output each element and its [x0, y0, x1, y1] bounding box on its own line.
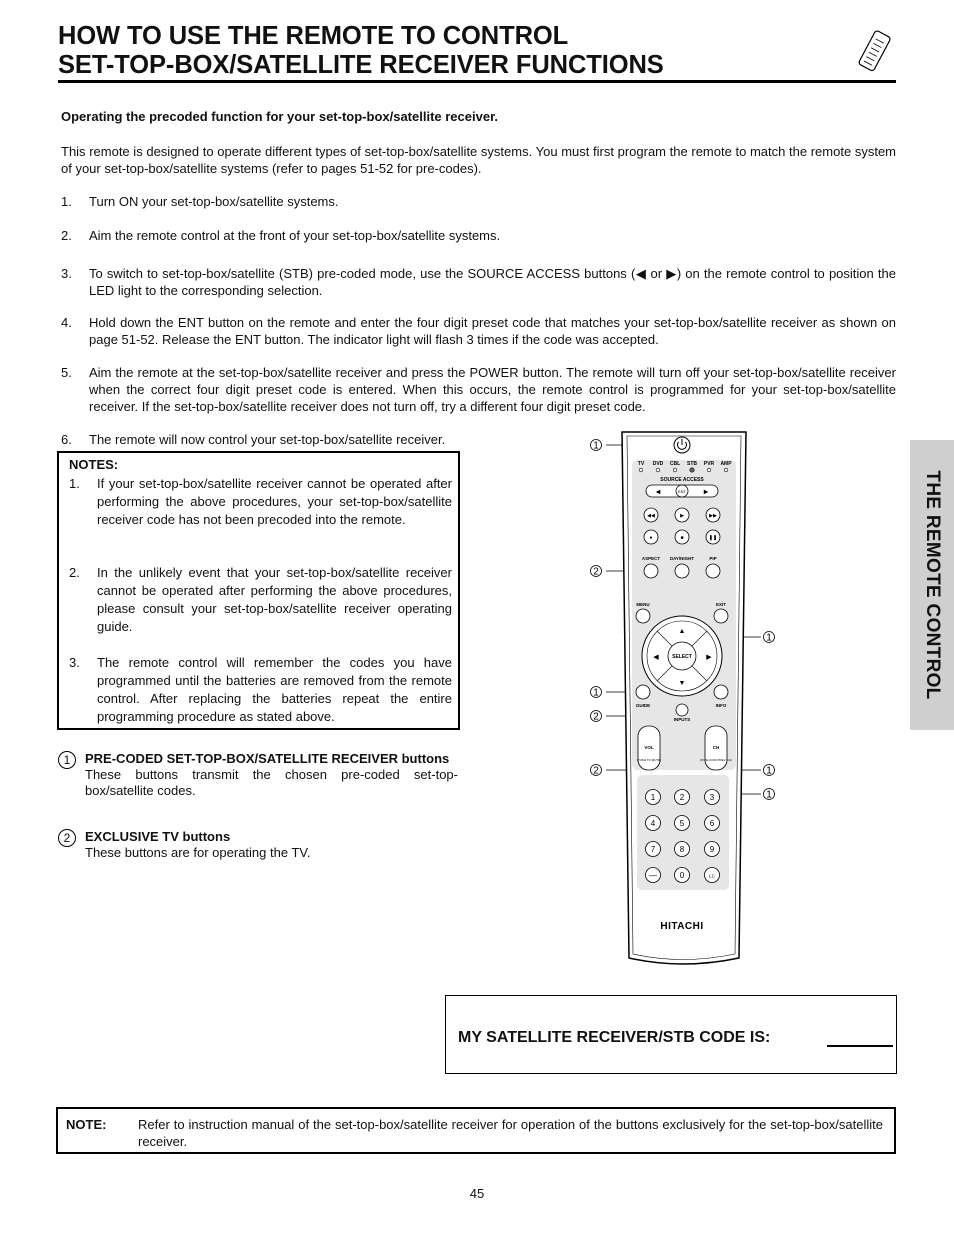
note-text: The remote control will remember the codes you have programmed until the batteries are removed from the remote control. After replacing the batteries repeat the entire programming procedure as stated above. [97, 655, 452, 724]
step-number: 1. [61, 194, 72, 209]
digit-7: 7 [650, 845, 656, 854]
svg-text:◀◀: ◀◀ [647, 513, 655, 519]
bottom-note-box [56, 1107, 896, 1154]
digit-3: 3 [709, 793, 715, 802]
note-item-3 [69, 654, 452, 726]
svg-text:▶: ▶ [706, 654, 712, 661]
page-number: 45 [469, 1186, 485, 1201]
step-6 [61, 431, 481, 448]
step-text: Hold down the ENT button on the remote and enter the four digit preset code that matches your set-top-box/satellite receiver as shown on page 51-52. Release the ENT button. The indicator light will flash 3 times if the code was accepted. [89, 315, 896, 347]
digit-1: 1 [650, 793, 656, 802]
step-number: 2. [61, 228, 72, 243]
step-5 [61, 364, 896, 415]
digit-8: 8 [679, 845, 685, 854]
callout-heading: PRE-CODED SET-TOP-BOX/SATELLITE RECEIVER buttons [85, 751, 450, 766]
digit-0: 0 [679, 871, 685, 880]
digit-2: 2 [679, 793, 685, 802]
source-label: PVR [703, 461, 715, 467]
code-entry-line [827, 1045, 893, 1047]
svg-text:▼: ▼ [678, 680, 686, 687]
remote-marker: 2 [593, 566, 599, 578]
step-text: The remote will now control your set-top-box/satellite receiver. [89, 432, 446, 447]
intro-paragraph: This remote is designed to operate different types of set-top-box/satellite systems. You must first program the remote to match the remote system of your set-top-box/satellite systems (refer to pages 51-52 for pre-codes). [61, 144, 896, 176]
callout-heading: EXCLUSIVE TV buttons [85, 829, 231, 844]
digit-6: 6 [709, 819, 715, 828]
step-3 [61, 265, 896, 299]
menu-label: MENU [636, 602, 650, 607]
digit-dash: — [649, 871, 657, 880]
svg-text:▶: ▶ [703, 489, 709, 496]
pip-label: PIP [709, 556, 717, 561]
svg-text:■: ■ [680, 535, 684, 541]
remote-marker: 1 [766, 632, 772, 644]
source-label: TV [637, 461, 645, 467]
remote-marker: 1 [766, 765, 772, 777]
intro-heading: Operating the precoded function for your set-top-box/satellite receiver. [61, 109, 499, 124]
remote-marker: 2 [593, 765, 599, 777]
guide-label: GUIDE [635, 703, 651, 708]
step-number: 6. [61, 432, 72, 447]
digit-5: 5 [679, 819, 685, 828]
source-label: AMP [720, 461, 732, 467]
page-title [58, 22, 858, 80]
svg-text:▲: ▲ [678, 628, 686, 635]
notes-box [57, 451, 460, 730]
step-4 [61, 314, 896, 348]
svg-text:▶: ▶ [680, 513, 684, 519]
callout-description: These buttons are for operating the TV. [85, 845, 311, 860]
side-tab-label: THE REMOTE CONTROL [922, 470, 943, 700]
vol-label: VOL [644, 745, 654, 750]
callout-description: These buttons transmit the chosen pre-coded set-top-box/satellite codes. [85, 767, 458, 798]
ent-label: ENT [678, 489, 686, 494]
source-access-label: SOURCE ACCESS [660, 477, 704, 483]
svg-text:▶▶: ▶▶ [709, 513, 717, 519]
remote-illustration [585, 430, 785, 970]
note-number: 1. [69, 476, 80, 491]
step-text: Turn ON your set-top-box/satellite systems. [89, 194, 339, 209]
bottom-note-label: NOTE: [66, 1117, 107, 1132]
vol-sublabel: (PUSH TO MUTE) [636, 758, 662, 762]
note-number: 3. [69, 655, 80, 670]
page-title-line-1: HOW TO USE THE REMOTE TO CONTROL [58, 22, 569, 50]
source-label: DVD [652, 461, 664, 467]
source-label: STB [687, 461, 697, 467]
remote-marker: 2 [593, 711, 599, 723]
digit-4: 4 [650, 819, 656, 828]
digit-9: 9 [709, 845, 715, 854]
remote-thumbnail-icon [852, 24, 898, 78]
step-2 [61, 227, 896, 244]
svg-text:●: ● [649, 535, 653, 541]
title-divider [58, 80, 896, 83]
source-label: CBL [669, 461, 681, 467]
step-number: 4. [61, 315, 72, 330]
step-number: 3. [61, 266, 72, 281]
remote-marker: 1 [766, 789, 772, 801]
info-label: INFO [715, 703, 727, 708]
ch-sublabel: (PUSH FOR PREV CH) [700, 758, 732, 762]
step-text: To switch to set-top-box/satellite (STB) pre-coded mode, use the SOURCE ACCESS buttons (◀ or ▶) on the remote control to position the LED light to the corresponding selection. [89, 266, 896, 298]
step-1 [61, 193, 896, 210]
notes-title: NOTES: [69, 457, 119, 472]
digit-lc: LC [709, 873, 715, 879]
note-item-1 [69, 475, 452, 529]
bottom-note-text: Refer to instruction manual of the set-top-box/satellite receiver for operation of the buttons exclusively for the set-top-box/satellite receiver. [138, 1117, 883, 1149]
note-item-2 [69, 564, 452, 636]
remote-marker: 1 [593, 687, 599, 699]
brand-label: HITACHI [660, 921, 704, 932]
note-text: In the unlikely event that your set-top-box/satellite receiver cannot be operated after performing the above procedures, please consult your set-top-box/satellite receiver operating guide. [97, 565, 452, 634]
inputs-label: INPUTS [673, 717, 691, 722]
code-box [445, 995, 897, 1074]
select-label: SELECT [672, 654, 692, 660]
svg-text:❚❚: ❚❚ [708, 535, 718, 541]
step-number: 5. [61, 365, 72, 380]
ch-label: CH [712, 745, 720, 750]
callout-precoded-buttons [58, 751, 458, 799]
svg-text:◀: ◀ [655, 489, 661, 496]
svg-text:◀: ◀ [653, 654, 659, 661]
remote-marker: 1 [593, 440, 599, 452]
callout-marker: 1 [58, 751, 76, 769]
side-tab [910, 440, 954, 730]
aspect-label: ASPECT [641, 556, 661, 561]
callout-exclusive-tv-buttons [58, 829, 458, 861]
step-text: Aim the remote control at the front of your set-top-box/satellite systems. [89, 228, 501, 243]
note-text: If your set-top-box/satellite receiver cannot be operated after performing the above procedures, your set-top-box/satellite receiver code has not been precoded into the remote. [97, 476, 452, 527]
page-title-line-2: SET-TOP-BOX/SATELLITE RECEIVER FUNCTIONS [58, 51, 664, 79]
code-box-label: MY SATELLITE RECEIVER/STB CODE IS: [458, 1029, 771, 1046]
callout-marker: 2 [58, 829, 76, 847]
step-text: Aim the remote at the set-top-box/satellite receiver and press the POWER button. The remote will turn off your set-top-box/satellite receiver when the correct four digit preset code is entered. When this occurs, the remote control is programmed for your set-top-box/satellite receiver. If the set-top-box/satellite receiver does not turn off, try a different four digit preset code. [89, 365, 896, 414]
exit-label: EXIT [715, 602, 727, 607]
day-night-label: DAY/NIGHT [669, 556, 695, 561]
note-number: 2. [69, 565, 80, 580]
